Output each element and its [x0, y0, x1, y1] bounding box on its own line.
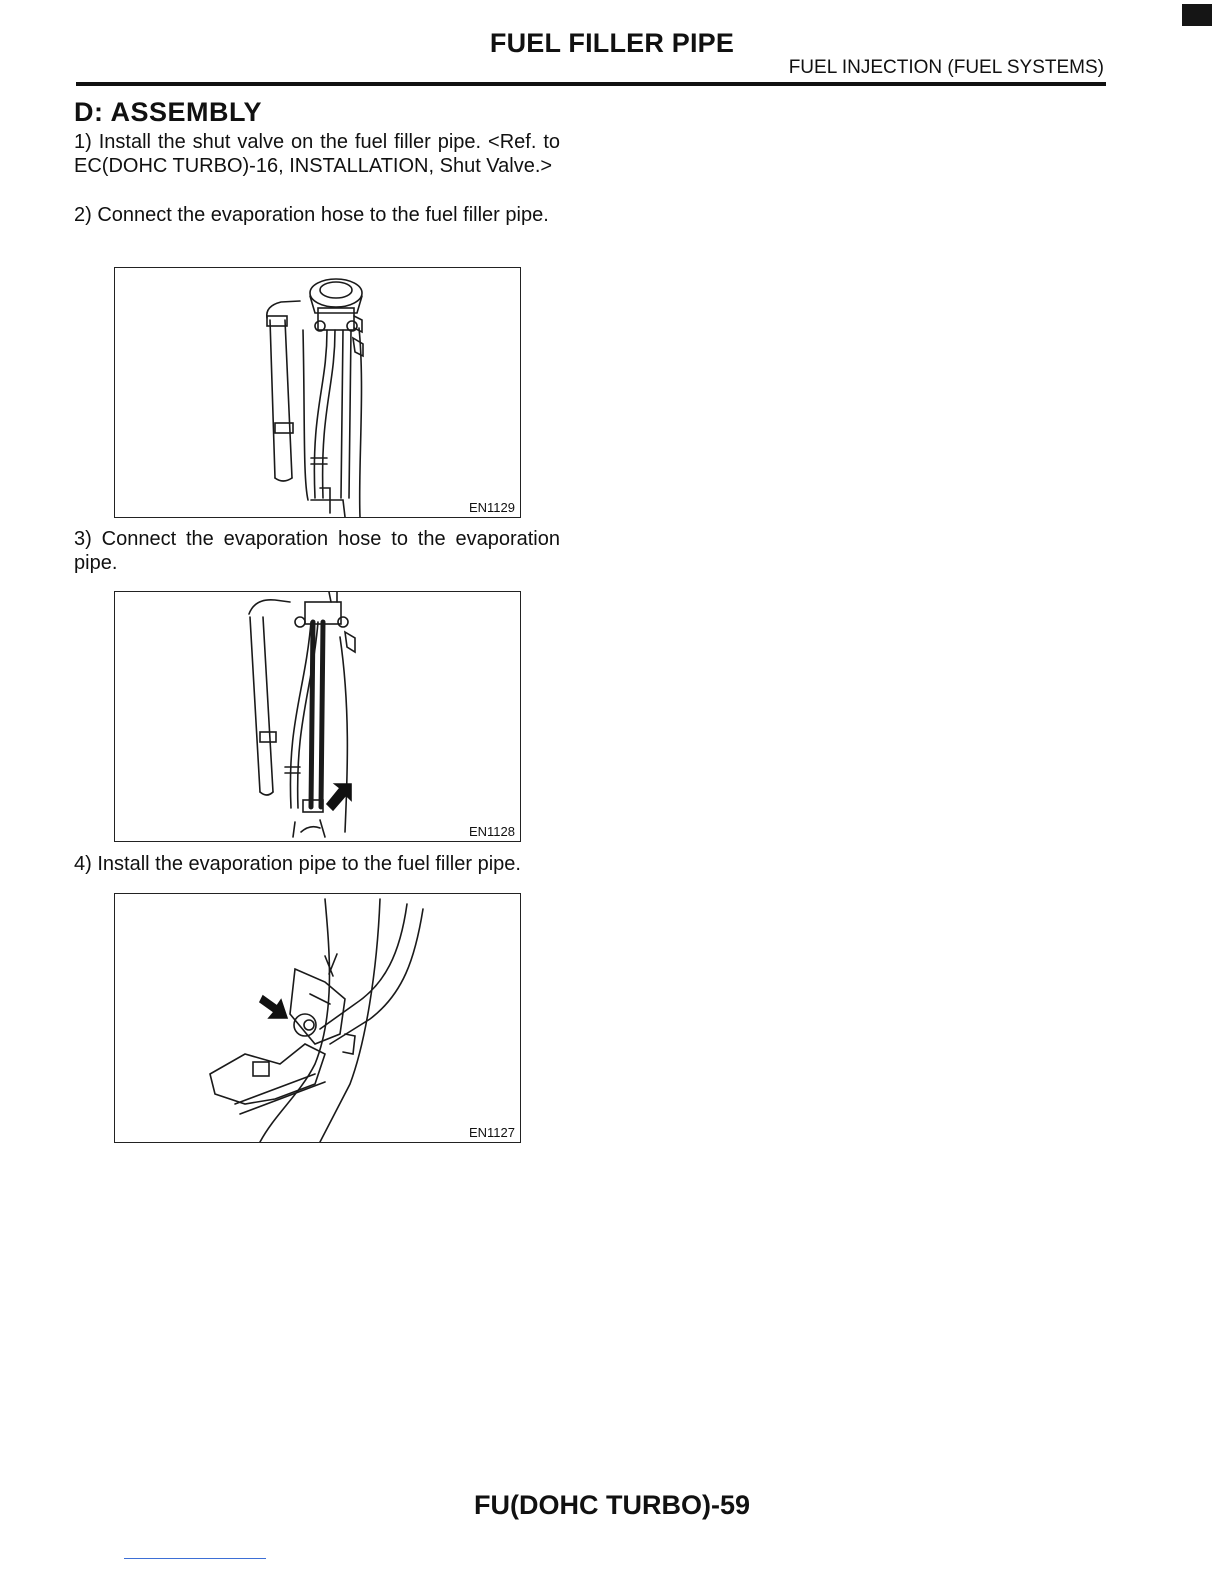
figure-illustration-hoses — [115, 268, 520, 517]
step-1-text: 1) Install the shut valve on the fuel filler pipe. <Ref. to EC(DOHC TURBO)-16, INSTALLATION, Shut Valve.> — [74, 131, 560, 177]
figure-code-en1127: EN1127 — [468, 1125, 515, 1140]
figure-illustration-evap-pipe — [115, 592, 520, 841]
step-3-text: 3) Connect the evaporation hose to the evaporation pipe. — [74, 528, 560, 574]
section-header: FUEL INJECTION (FUEL SYSTEMS) — [788, 57, 1104, 78]
figure-code-en1129: EN1129 — [468, 500, 515, 515]
figure-en1127 — [114, 893, 521, 1143]
header-rule — [76, 82, 1106, 86]
figure-code-en1128: EN1128 — [468, 824, 515, 839]
figure-illustration-evap-pipe-install — [115, 894, 520, 1142]
figure-en1129 — [114, 267, 521, 518]
section-heading: D: ASSEMBLY — [74, 97, 263, 127]
page-title: FUEL FILLER PIPE — [489, 28, 735, 58]
figure-en1128 — [114, 591, 521, 842]
footer-link-line — [124, 1558, 266, 1559]
step-4-text: 4) Install the evaporation pipe to the fuel filler pipe. — [74, 853, 521, 875]
page-code: FU(DOHC TURBO)-59 — [474, 1490, 750, 1520]
corner-mark — [1182, 4, 1212, 26]
step-2-text: 2) Connect the evaporation hose to the fuel filler pipe. — [74, 204, 549, 226]
